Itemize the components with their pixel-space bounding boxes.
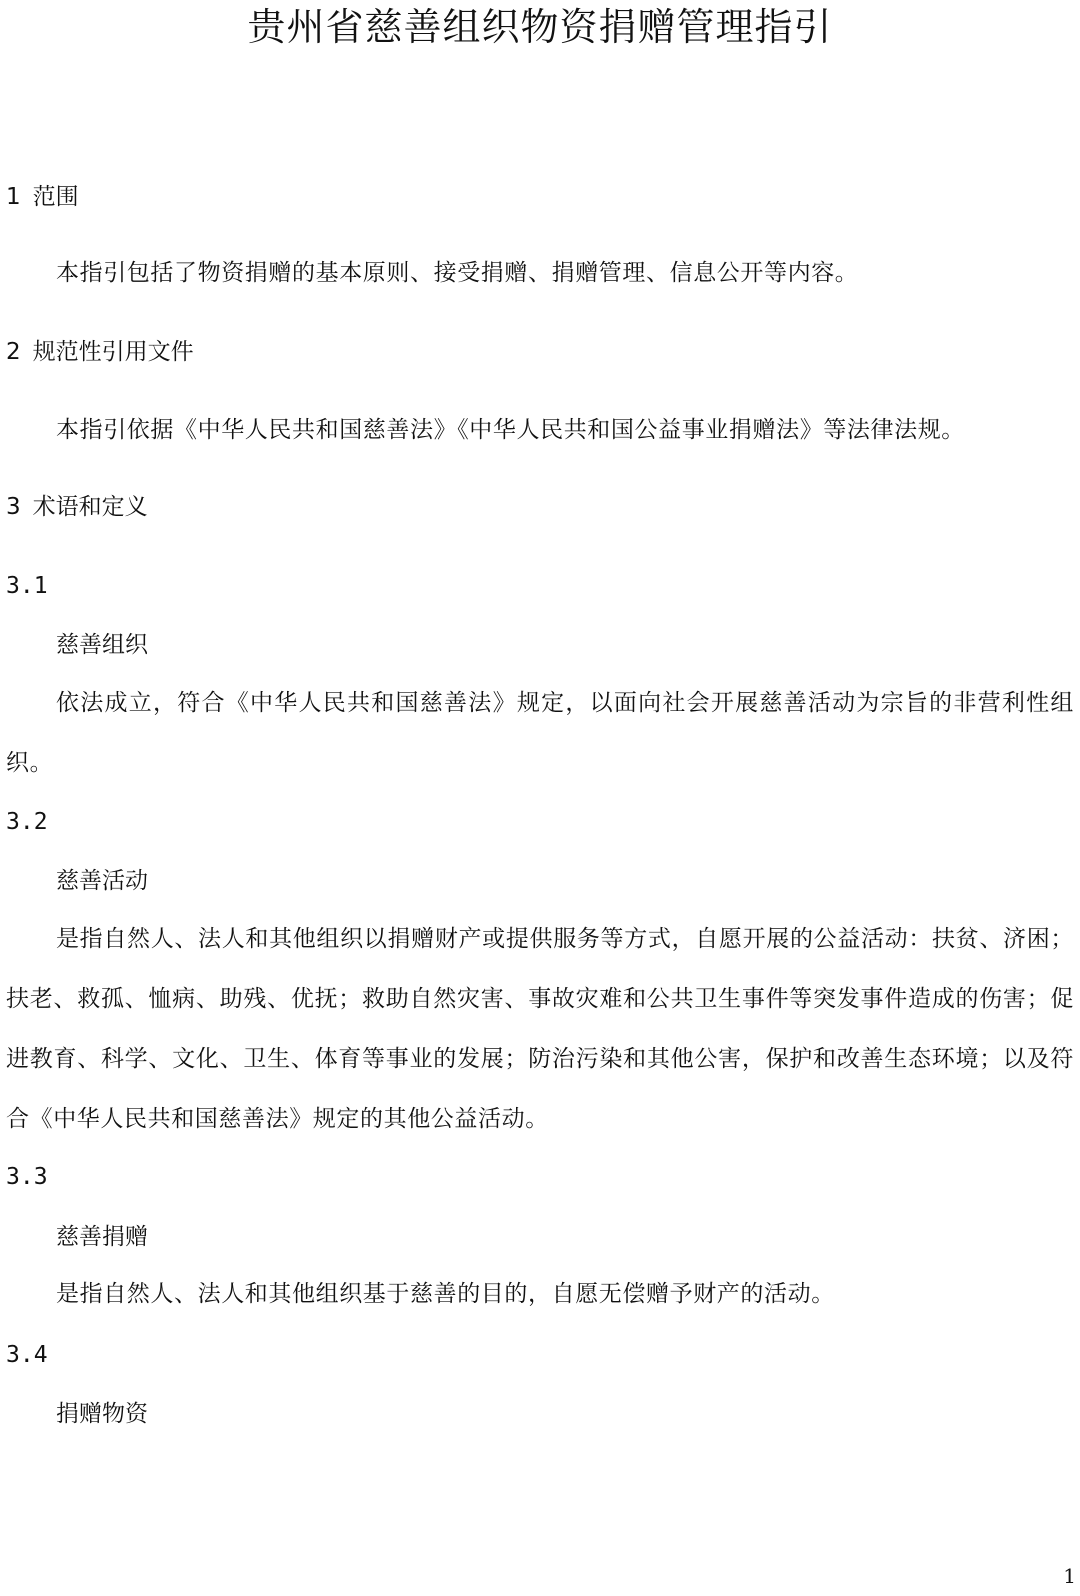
term-number: 3.4 (6, 1342, 48, 1368)
page-number: 1 (1063, 1564, 1076, 1588)
scope-paragraph: 本指引包括了物资捐赠的基本原则、接受捐赠、捐赠管理、信息公开等内容。 (56, 260, 859, 286)
term-definition: 是指自然人、法人和其他组织以捐赠财产或提供服务等方式，自愿开展的公益活动：扶贫、济困；扶老、救孤、恤病、助残、优抚；救助自然灾害、事故灾难和公共卫生事件等突发事件造成的伤害；促进教育、科学、文化、卫生、体育等事业的发展；防治污染和其他公害，保护和改善生态环境；以及符合《中华人民共和国慈善法》规定的其他公益活动。 (6, 926, 1074, 1132)
section-number: 2 (6, 339, 21, 365)
term-name: 慈善活动 (56, 868, 148, 894)
section-heading-3 (6, 492, 148, 522)
term-definition: 是指自然人、法人和其他组织基于慈善的目的，自愿无偿赠予财产的活动。 (56, 1281, 835, 1307)
term-name: 捐赠物资 (56, 1401, 148, 1427)
term-number: 3.1 (6, 573, 48, 599)
section-title: 范围 (32, 184, 79, 210)
section-number: 1 (6, 184, 21, 210)
section-title: 术语和定义 (32, 494, 148, 520)
term-number: 3.2 (6, 809, 48, 835)
term-name: 慈善组织 (56, 632, 148, 658)
section-heading-2 (6, 337, 194, 367)
references-paragraph: 本指引依据《中华人民共和国慈善法》《中华人民共和国公益事业捐赠法》等法律法规。 (56, 417, 965, 443)
term-definition: 依法成立，符合《中华人民共和国慈善法》规定，以面向社会开展慈善活动为宗旨的非营利性组织。 (6, 690, 1074, 776)
term-name: 慈善捐赠 (56, 1224, 148, 1250)
section-heading-1 (6, 182, 79, 212)
section-title: 规范性引用文件 (32, 339, 194, 365)
term-number: 3.3 (6, 1164, 48, 1190)
document-title: 贵州省慈善组织物资捐赠管理指引 (247, 5, 833, 49)
section-number: 3 (6, 494, 21, 520)
